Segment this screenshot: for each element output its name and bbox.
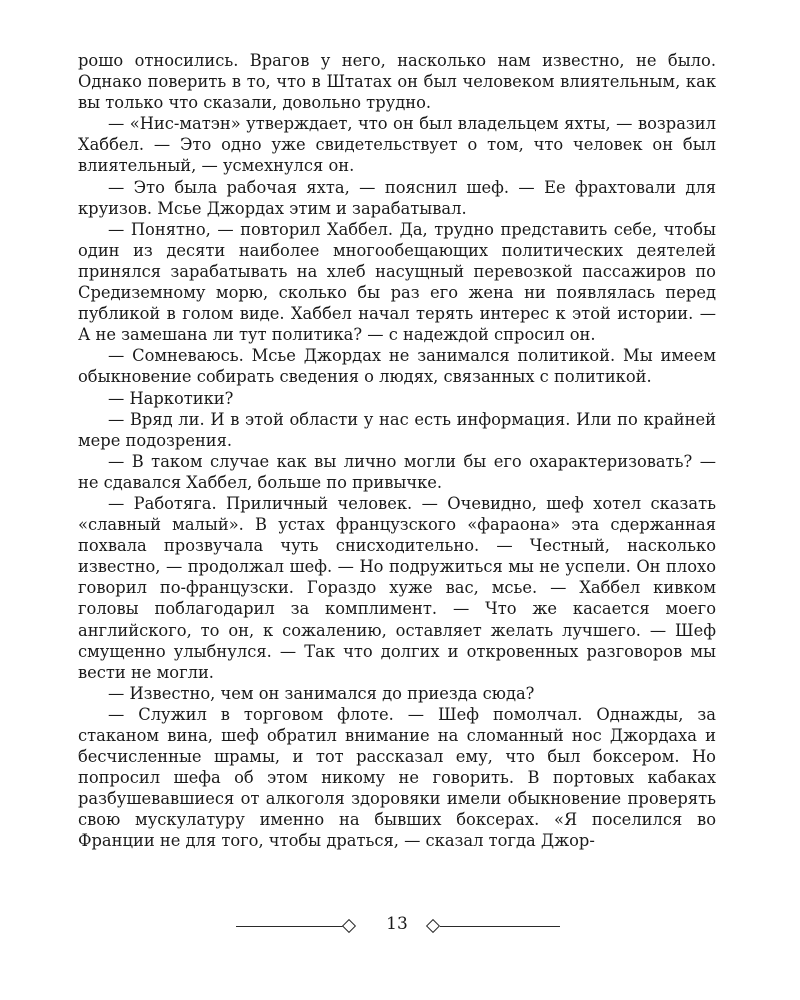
paragraph: рошо относились. Врагов у него, насколько нам известно, не было. Однако поверить в то, что в Штатах он был человеком влиятельным, как вы только что сказали, довольно трудно. bbox=[78, 51, 716, 113]
paragraph: — Работяга. Приличный человек. — Очевидно, шеф хотел сказать «славный малый». В устах французского «фараона» эта сдержанная похвала прозвучала чуть снисходительно. — Честный, насколько известно, — продолжал шеф. — Но подружиться мы не успели. Он плохо говорил по-французски. Гораздо хуже вас, мсье. — Хаббел кивком головы поблагодарил за комплимент. — Что же касается моего английского, то он, к сожалению, оставляет желать лучшего. — Шеф смущенно улыбнулся. — Так что долгих и откровенных разговоров мы вести не могли. bbox=[78, 493, 716, 682]
page-footer bbox=[0, 912, 800, 942]
paragraph: — Служил в торговом флоте. — Шеф помолчал. Однажды, за стаканом вина, шеф обратил внимание на сломанный нос Джордаха и бесчисленные шрамы, и тот рассказал ему, что был боксером. Но попросил шефа об этом никому не говорить. В портовых кабаках разбушевавшиеся от алкоголя здоровяки имели обыкновение проверять свою мускулатуру именно на бывших боксерах. «Я поселился во Франции не для того, чтобы драться, — сказал тогда Джор- bbox=[78, 704, 716, 851]
paragraph: — Сомневаюсь. Мсье Джордах не занимался политикой. Мы имеем обыкновение собирать сведения о людях, связанных с политикой. bbox=[78, 346, 716, 387]
diamond-ornament-icon bbox=[426, 919, 440, 933]
footer-rule-right bbox=[440, 926, 560, 927]
paragraph: — Вряд ли. И в этой области у нас есть информация. Или по крайней мере подозрения. bbox=[78, 409, 716, 450]
paragraph: — «Нис-матэн» утверждает, что он был владельцем яхты, — возразил Хаббел. — Это одно уже свидетельствует о том, что человек он был влиятельный, — усмехнулся он. bbox=[78, 114, 716, 176]
page-text bbox=[78, 50, 716, 852]
paragraph: — Это была рабочая яхта, — пояснил шеф. — Ее фрахтовали для круизов. Мсье Джордах этим и зарабатывал. bbox=[78, 177, 716, 218]
paragraph: — Наркотики? bbox=[108, 388, 234, 408]
paragraph: — В таком случае как вы лично могли бы его охарактеризовать? — не сдавался Хаббел, больше по привычке. bbox=[78, 451, 716, 492]
paragraph: — Известно, чем он занимался до приезда сюда? bbox=[108, 683, 535, 703]
paragraph: — Понятно, — повторил Хаббел. Да, трудно представить себе, чтобы один из десяти наиболее многообещающих политических деятелей принялся зарабатывать на хлеб насущный перевозкой пассажиров по Средиземному морю, сколько бы раз его жена ни появлялась перед публикой в голом виде. Хаббел начал терять интерес к этой истории. — А не замешана ли тут политика? — с надеждой спросил он. bbox=[78, 219, 716, 345]
diamond-ornament-icon bbox=[342, 919, 356, 933]
footer-rule-left bbox=[236, 926, 344, 927]
page-number: 13 bbox=[386, 914, 408, 934]
